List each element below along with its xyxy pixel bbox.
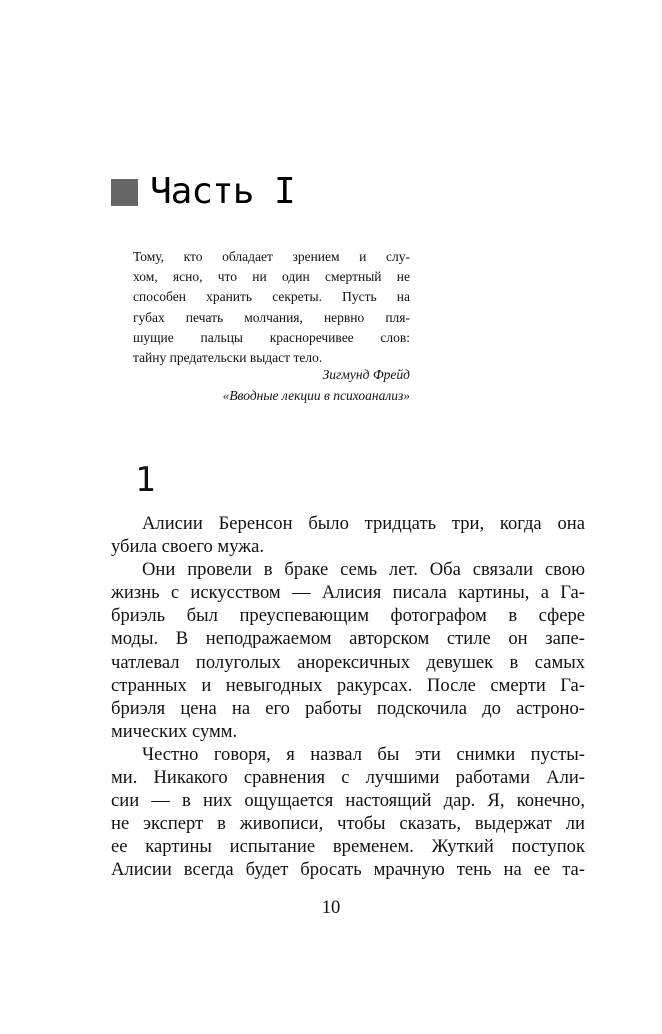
epigraph-attribution	[223, 365, 410, 406]
body-line: чатлевал полуголых анорексичных девушек в самых	[111, 651, 585, 673]
epigraph-line: хом, ясно, что ни один смертный не	[133, 269, 410, 285]
chapter-body	[111, 512, 585, 882]
body-line: бриэль был преуспевающим фотографом в сфере	[111, 605, 585, 627]
body-line: сии — в них ощущается настоящий дар. Я, конечно,	[111, 790, 585, 812]
epigraph-line: способен хранить секреты. Пусть на	[133, 289, 410, 305]
epigraph-source: «Вводные лекции в психоанализ»	[222, 387, 410, 403]
body-line: Алисии всегда будет бросать мрачную тень на ее та-	[111, 859, 585, 881]
body-line: ее картины испытание временем. Жуткий поступок	[111, 836, 585, 858]
part-title: Часть I	[150, 171, 295, 212]
body-line: странных и невыгодных ракурсах. После смерти Га-	[111, 674, 585, 696]
body-line: убила своего мужа.	[111, 536, 264, 558]
part-marker-square	[111, 179, 138, 206]
page-number: 10	[321, 897, 341, 918]
part-heading	[111, 170, 295, 214]
epigraph-line: шущие пальцы красноречивее слов:	[133, 329, 410, 345]
body-line: бриэля цена на его работы подскочила до астроно-	[111, 697, 585, 719]
epigraph-line: тайну предательски выдаст тело.	[133, 350, 323, 366]
body-line: мических сумм.	[111, 720, 238, 742]
body-line: жизнь с искусством — Алисия писала картины, а Га-	[111, 582, 585, 604]
body-line: Алисии Беренсон было тридцать три, когда она	[142, 513, 585, 534]
epigraph-line: Тому, кто обладает зрением и слу-	[133, 249, 410, 264]
epigraph	[133, 247, 410, 368]
chapter-number: 1	[135, 460, 156, 500]
body-line: моды. В неподражаемом авторском стиле он запе-	[111, 628, 585, 650]
epigraph-author: Зигмунд Фрейд	[322, 367, 410, 382]
body-line: Честно говоря, я назвал бы эти снимки пусты-	[142, 743, 585, 765]
epigraph-line: губах печать молчания, нервно пля-	[133, 309, 410, 325]
body-line: Они провели в браке семь лет. Оба связали свою	[142, 559, 585, 581]
body-line: ми. Никакого сравнения с лучшими работами Али-	[111, 767, 585, 789]
body-line: не эксперт в живописи, чтобы сказать, выдержат ли	[111, 813, 585, 835]
